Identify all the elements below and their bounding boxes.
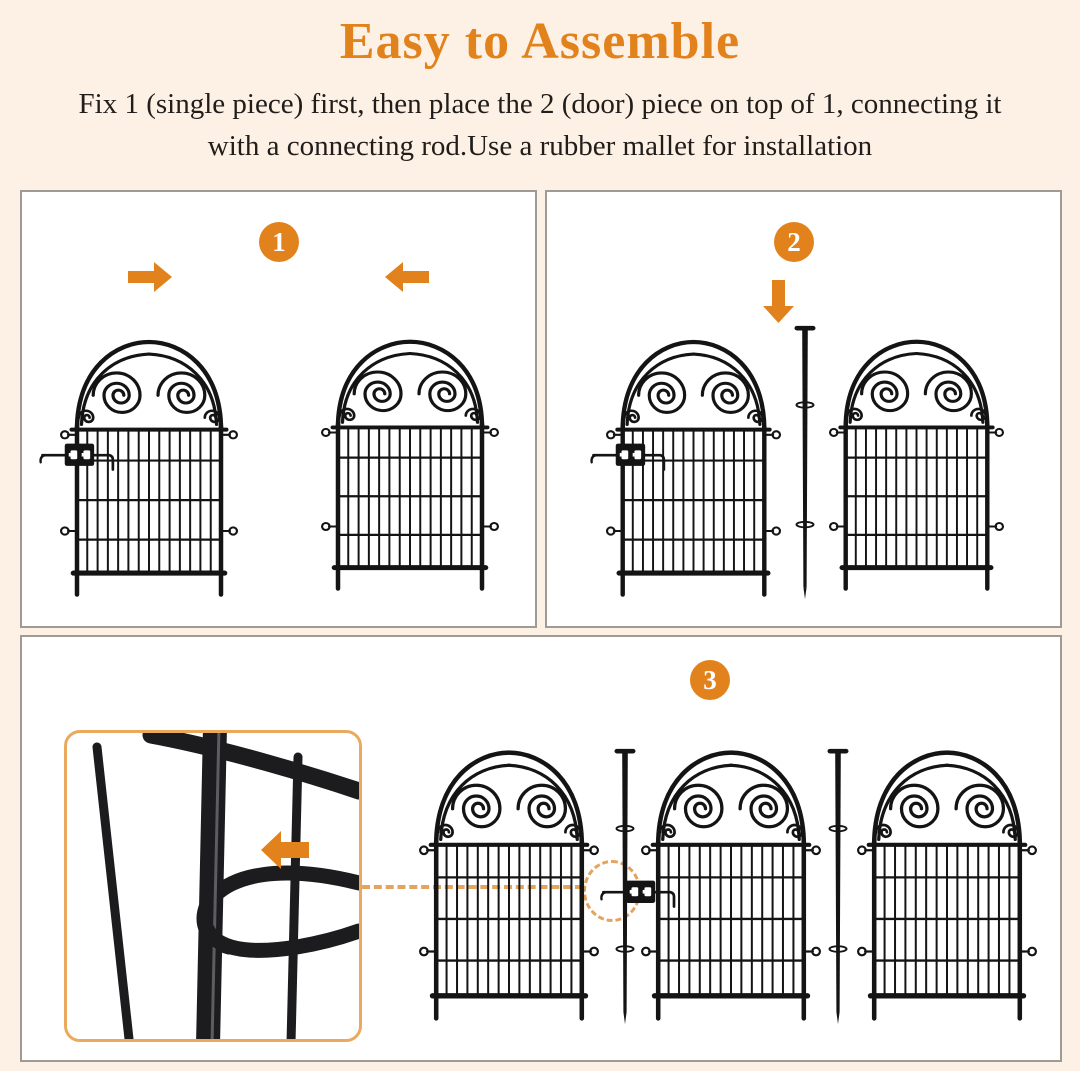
subtitle-line-2: with a connecting rod.Use a rubber mallet for installation bbox=[207, 130, 873, 162]
connection-detail-photo bbox=[67, 733, 359, 1039]
arrow-right-icon bbox=[128, 262, 172, 292]
subtitle-line-1: Fix 1 (single piece) first, then place the 2 (door) piece on top of 1, connecting it bbox=[78, 88, 1002, 120]
step-1-number: 1 bbox=[272, 226, 286, 257]
step-2-badge bbox=[774, 222, 814, 262]
arrow-left-icon bbox=[385, 262, 429, 292]
step-2-number: 2 bbox=[787, 226, 801, 257]
gate-latch-graphic bbox=[38, 440, 120, 474]
step-1-badge bbox=[259, 222, 299, 262]
connecting-rod-graphic bbox=[825, 747, 851, 1025]
fence-panel-graphic bbox=[320, 330, 500, 592]
step-1-panel bbox=[20, 190, 537, 628]
step-3-number: 3 bbox=[703, 664, 717, 695]
gate-latch-graphic bbox=[589, 440, 671, 474]
page-title: Easy to Assemble bbox=[339, 13, 741, 70]
connecting-rod-graphic bbox=[792, 324, 818, 600]
step-3-panel bbox=[20, 635, 1062, 1062]
step-2-panel bbox=[545, 190, 1062, 628]
step-3-badge bbox=[690, 660, 730, 700]
fence-panel-graphic bbox=[856, 740, 1038, 1022]
arrow-left-icon bbox=[261, 831, 309, 869]
fence-panel-graphic bbox=[828, 330, 1005, 592]
connection-detail-inset bbox=[64, 730, 362, 1042]
gate-latch-graphic bbox=[598, 877, 682, 911]
fence-panel-graphic bbox=[418, 740, 600, 1022]
arrow-down-icon bbox=[763, 280, 794, 323]
